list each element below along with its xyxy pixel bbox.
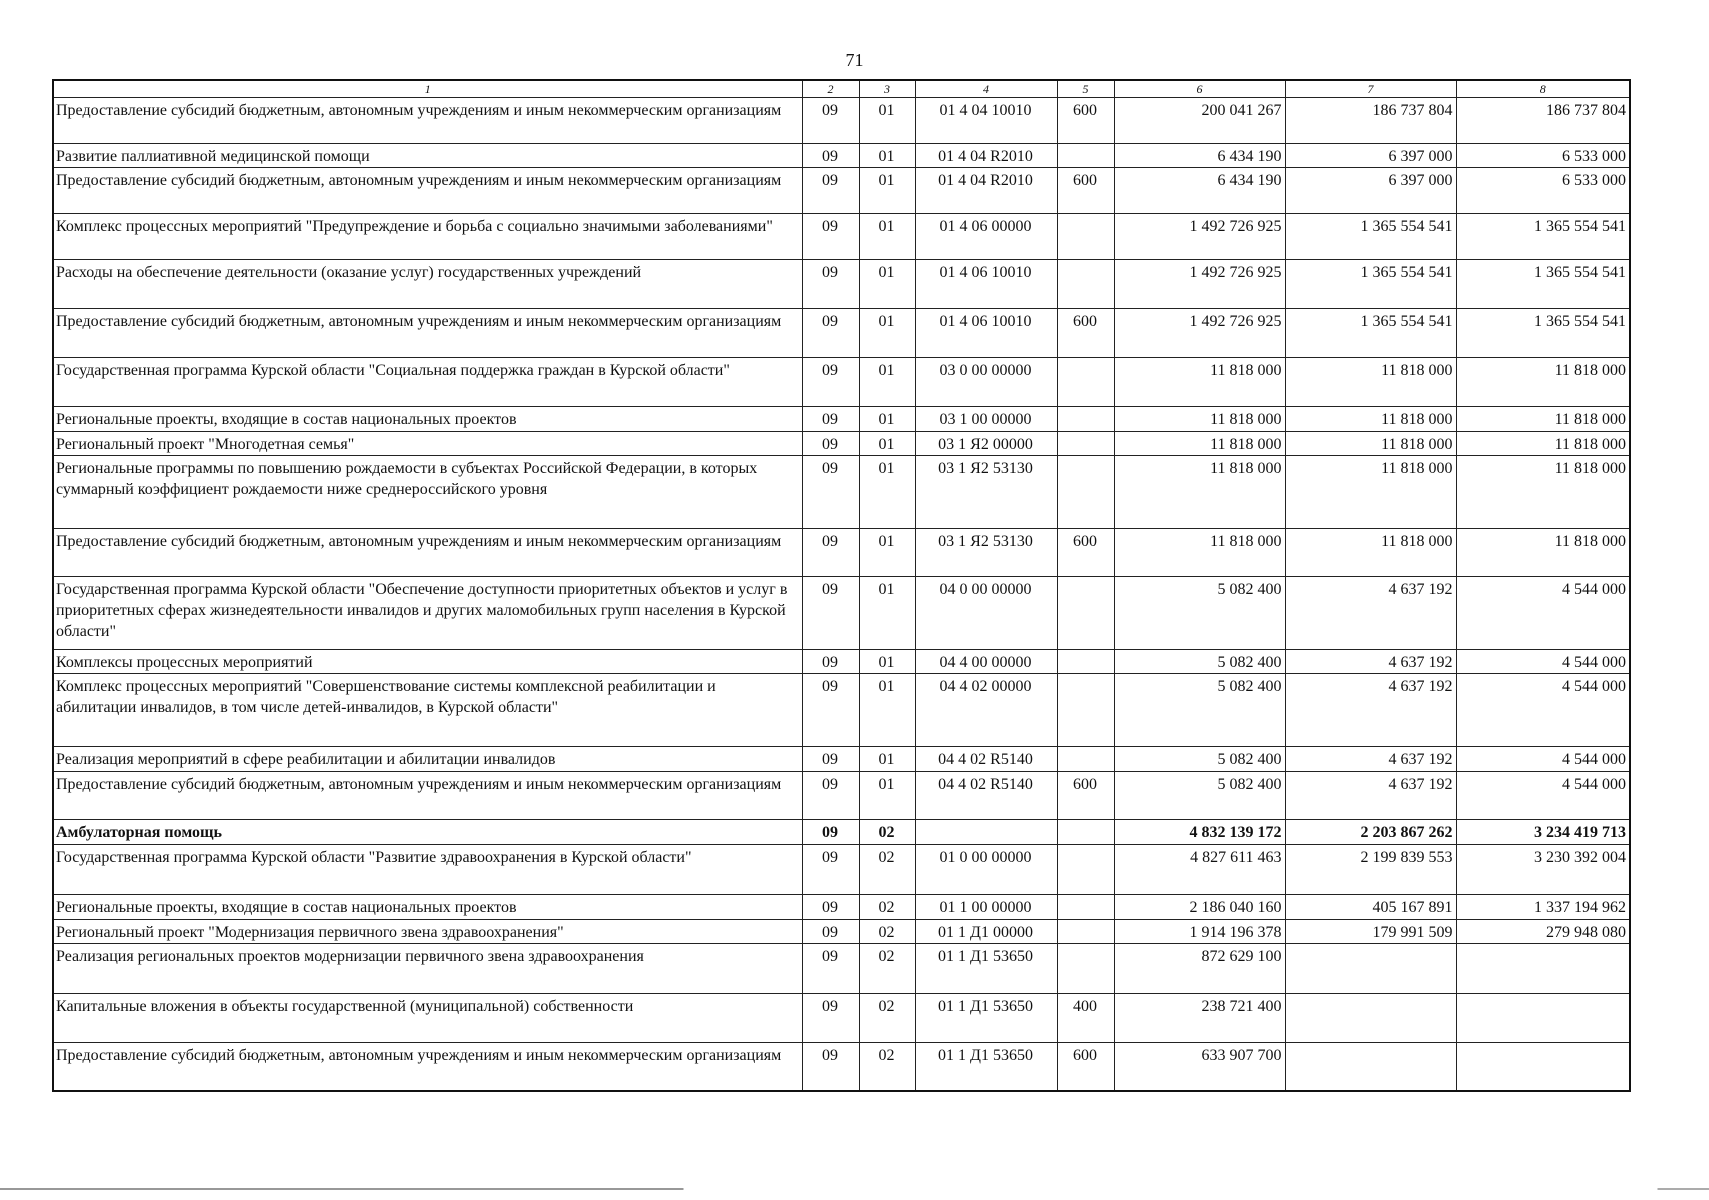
- section-code-cell: 09: [802, 944, 859, 994]
- table-row: [53, 358, 1630, 407]
- amount-col8-cell: 1 337 194 962: [1456, 895, 1630, 920]
- section-code-cell: 09: [802, 358, 859, 407]
- target-item-cell: 03 1 Я2 53130: [915, 529, 1057, 577]
- amount-col6-cell: 1 914 196 378: [1114, 920, 1285, 944]
- amount-col7-cell: 405 167 891: [1285, 895, 1456, 920]
- target-item-cell: 01 4 04 R2010: [915, 168, 1057, 214]
- section-code-cell: 09: [802, 214, 859, 260]
- expense-type-cell: [1057, 895, 1114, 920]
- target-item-cell: 01 4 04 10010: [915, 98, 1057, 144]
- amount-col6-cell: 11 818 000: [1114, 529, 1285, 577]
- row-name-cell: Расходы на обеспечение деятельности (оказание услуг) государственных учреждений: [53, 260, 802, 309]
- table-row: [53, 98, 1630, 144]
- column-header: 1: [53, 80, 802, 98]
- amount-col8-cell: 11 818 000: [1456, 407, 1630, 432]
- expense-type-cell: [1057, 920, 1114, 944]
- amount-col6-cell: 4 832 139 172: [1114, 820, 1285, 845]
- row-name-cell: Региональные программы по повышению рождаемости в субъектах Российской Федерации, в которых суммарный коэффициент рождаемости ниже среднероссийского уровня: [53, 456, 802, 529]
- subsection-code-cell: 01: [859, 456, 915, 529]
- amount-col7-cell: 1 365 554 541: [1285, 214, 1456, 260]
- expense-type-cell: 600: [1057, 1043, 1114, 1092]
- amount-col7-cell: 1 365 554 541: [1285, 309, 1456, 358]
- expense-type-cell: [1057, 845, 1114, 895]
- amount-col7-cell: [1285, 944, 1456, 994]
- table-row: [53, 168, 1630, 214]
- target-item-cell: 03 1 Я2 53130: [915, 456, 1057, 529]
- amount-col7-cell: [1285, 1043, 1456, 1092]
- amount-col8-cell: 4 544 000: [1456, 674, 1630, 747]
- table-row: [53, 820, 1630, 845]
- amount-col8-cell: 6 533 000: [1456, 168, 1630, 214]
- amount-col8-cell: 1 365 554 541: [1456, 214, 1630, 260]
- table-row: [53, 944, 1630, 994]
- expense-type-cell: [1057, 358, 1114, 407]
- subsection-code-cell: 01: [859, 650, 915, 674]
- row-name-cell: Предоставление субсидий бюджетным, автономным учреждениям и иным некоммерческим организациям: [53, 168, 802, 214]
- expense-type-cell: 600: [1057, 98, 1114, 144]
- target-item-cell: 04 4 02 R5140: [915, 747, 1057, 772]
- subsection-code-cell: 01: [859, 529, 915, 577]
- column-header: 5: [1057, 80, 1114, 98]
- row-name-cell: Предоставление субсидий бюджетным, автономным учреждениям и иным некоммерческим организациям: [53, 309, 802, 358]
- amount-col6-cell: 1 492 726 925: [1114, 214, 1285, 260]
- amount-col6-cell: 5 082 400: [1114, 577, 1285, 650]
- amount-col6-cell: 200 041 267: [1114, 98, 1285, 144]
- table-row: [53, 529, 1630, 577]
- amount-col6-cell: 872 629 100: [1114, 944, 1285, 994]
- target-item-cell: 04 0 00 00000: [915, 577, 1057, 650]
- amount-col7-cell: 4 637 192: [1285, 772, 1456, 820]
- scan-edge-line: [0, 1188, 1709, 1190]
- amount-col7-cell: 11 818 000: [1285, 529, 1456, 577]
- table-row: [53, 650, 1630, 674]
- table-row: [53, 144, 1630, 168]
- target-item-cell: 04 4 00 00000: [915, 650, 1057, 674]
- amount-col7-cell: 11 818 000: [1285, 456, 1456, 529]
- table-row: [53, 772, 1630, 820]
- table-row: [53, 407, 1630, 432]
- target-item-cell: 03 1 00 00000: [915, 407, 1057, 432]
- column-header: 2: [802, 80, 859, 98]
- target-item-cell: 01 4 06 10010: [915, 309, 1057, 358]
- amount-col6-cell: 633 907 700: [1114, 1043, 1285, 1092]
- section-code-cell: 09: [802, 577, 859, 650]
- expense-type-cell: [1057, 214, 1114, 260]
- target-item-cell: 01 0 00 00000: [915, 845, 1057, 895]
- expense-type-cell: 600: [1057, 529, 1114, 577]
- row-name-cell: Предоставление субсидий бюджетным, автономным учреждениям и иным некоммерческим организациям: [53, 1043, 802, 1092]
- subsection-code-cell: 01: [859, 577, 915, 650]
- amount-col8-cell: [1456, 1043, 1630, 1092]
- amount-col8-cell: 1 365 554 541: [1456, 260, 1630, 309]
- subsection-code-cell: 01: [859, 432, 915, 456]
- target-item-cell: 01 1 Д1 53650: [915, 994, 1057, 1043]
- amount-col6-cell: 4 827 611 463: [1114, 845, 1285, 895]
- row-name-cell: Реализация региональных проектов модернизации первичного звена здравоохранения: [53, 944, 802, 994]
- amount-col8-cell: 279 948 080: [1456, 920, 1630, 944]
- target-item-cell: 01 4 04 R2010: [915, 144, 1057, 168]
- section-code-cell: 09: [802, 456, 859, 529]
- amount-col8-cell: 11 818 000: [1456, 432, 1630, 456]
- amount-col7-cell: 11 818 000: [1285, 432, 1456, 456]
- target-item-cell: [915, 820, 1057, 845]
- column-number-row: [53, 80, 1630, 98]
- expense-type-cell: [1057, 407, 1114, 432]
- page-number: 71: [845, 50, 864, 70]
- table-row: [53, 577, 1630, 650]
- target-item-cell: 03 0 00 00000: [915, 358, 1057, 407]
- subsection-code-cell: 02: [859, 820, 915, 845]
- table-row: [53, 456, 1630, 529]
- amount-col6-cell: 6 434 190: [1114, 168, 1285, 214]
- amount-col6-cell: 6 434 190: [1114, 144, 1285, 168]
- amount-col7-cell: 2 203 867 262: [1285, 820, 1456, 845]
- amount-col6-cell: 5 082 400: [1114, 650, 1285, 674]
- row-name-cell: Комплексы процессных мероприятий: [53, 650, 802, 674]
- amount-col6-cell: 5 082 400: [1114, 772, 1285, 820]
- subsection-code-cell: 01: [859, 407, 915, 432]
- amount-col8-cell: 3 234 419 713: [1456, 820, 1630, 845]
- table-row: [53, 747, 1630, 772]
- row-name-cell: Региональные проекты, входящие в состав национальных проектов: [53, 407, 802, 432]
- row-name-cell: Предоставление субсидий бюджетным, автономным учреждениям и иным некоммерческим организациям: [53, 772, 802, 820]
- row-name-cell: Капитальные вложения в объекты государственной (муниципальной) собственности: [53, 994, 802, 1043]
- row-name-cell: Развитие паллиативной медицинской помощи: [53, 144, 802, 168]
- column-header: 4: [915, 80, 1057, 98]
- row-name-cell: Реализация мероприятий в сфере реабилитации и абилитации инвалидов: [53, 747, 802, 772]
- amount-col8-cell: 3 230 392 004: [1456, 845, 1630, 895]
- row-name-cell: Государственная программа Курской области "Социальная поддержка граждан в Курской области": [53, 358, 802, 407]
- amount-col6-cell: 1 492 726 925: [1114, 309, 1285, 358]
- target-item-cell: 01 4 06 00000: [915, 214, 1057, 260]
- section-code-cell: 09: [802, 168, 859, 214]
- amount-col6-cell: 238 721 400: [1114, 994, 1285, 1043]
- amount-col7-cell: 179 991 509: [1285, 920, 1456, 944]
- table-row: [53, 895, 1630, 920]
- amount-col7-cell: 6 397 000: [1285, 168, 1456, 214]
- row-name-cell: Региональные проекты, входящие в состав национальных проектов: [53, 895, 802, 920]
- table-row: [53, 920, 1630, 944]
- target-item-cell: 01 4 06 10010: [915, 260, 1057, 309]
- amount-col7-cell: 2 199 839 553: [1285, 845, 1456, 895]
- amount-col7-cell: 1 365 554 541: [1285, 260, 1456, 309]
- amount-col8-cell: 11 818 000: [1456, 358, 1630, 407]
- section-code-cell: 09: [802, 309, 859, 358]
- expense-type-cell: 600: [1057, 309, 1114, 358]
- subsection-code-cell: 01: [859, 214, 915, 260]
- section-code-cell: 09: [802, 895, 859, 920]
- subsection-code-cell: 01: [859, 260, 915, 309]
- target-item-cell: 01 1 00 00000: [915, 895, 1057, 920]
- expense-type-cell: [1057, 674, 1114, 747]
- amount-col6-cell: 11 818 000: [1114, 407, 1285, 432]
- section-code-cell: 09: [802, 650, 859, 674]
- amount-col7-cell: 4 637 192: [1285, 674, 1456, 747]
- expense-type-cell: [1057, 260, 1114, 309]
- expense-type-cell: [1057, 432, 1114, 456]
- subsection-code-cell: 01: [859, 747, 915, 772]
- expense-type-cell: [1057, 456, 1114, 529]
- subsection-code-cell: 01: [859, 144, 915, 168]
- section-code-cell: 09: [802, 674, 859, 747]
- subsection-code-cell: 01: [859, 772, 915, 820]
- amount-col7-cell: [1285, 994, 1456, 1043]
- amount-col8-cell: 6 533 000: [1456, 144, 1630, 168]
- section-code-cell: 09: [802, 747, 859, 772]
- expense-type-cell: [1057, 650, 1114, 674]
- target-item-cell: 04 4 02 R5140: [915, 772, 1057, 820]
- row-name-cell: Государственная программа Курской области "Развитие здравоохранения в Курской области": [53, 845, 802, 895]
- subsection-code-cell: 02: [859, 944, 915, 994]
- subsection-code-cell: 02: [859, 1043, 915, 1092]
- row-name-cell: Региональный проект "Модернизация первичного звена здравоохранения": [53, 920, 802, 944]
- section-code-cell: 09: [802, 432, 859, 456]
- amount-col8-cell: 4 544 000: [1456, 772, 1630, 820]
- table-row: [53, 845, 1630, 895]
- subsection-code-cell: 01: [859, 309, 915, 358]
- expense-type-cell: [1057, 944, 1114, 994]
- amount-col6-cell: 5 082 400: [1114, 674, 1285, 747]
- amount-col6-cell: 11 818 000: [1114, 358, 1285, 407]
- table-row: [53, 260, 1630, 309]
- amount-col6-cell: 5 082 400: [1114, 747, 1285, 772]
- expense-type-cell: 400: [1057, 994, 1114, 1043]
- amount-col7-cell: 11 818 000: [1285, 407, 1456, 432]
- amount-col8-cell: 4 544 000: [1456, 650, 1630, 674]
- table-row: [53, 214, 1630, 260]
- subsection-code-cell: 02: [859, 845, 915, 895]
- section-code-cell: 09: [802, 994, 859, 1043]
- amount-col8-cell: 11 818 000: [1456, 456, 1630, 529]
- amount-col8-cell: 1 365 554 541: [1456, 309, 1630, 358]
- row-name-cell: Государственная программа Курской области "Обеспечение доступности приоритетных объектов и услуг в приоритетных сферах жизнедеятельности инвалидов и других маломобильных групп населения в Курской области": [53, 577, 802, 650]
- section-code-cell: 09: [802, 260, 859, 309]
- table-row: [53, 674, 1630, 747]
- expense-type-cell: [1057, 577, 1114, 650]
- row-name-cell: Комплекс процессных мероприятий "Предупреждение и борьба с социально значимыми заболеваниями": [53, 214, 802, 260]
- amount-col7-cell: 6 397 000: [1285, 144, 1456, 168]
- expense-type-cell: [1057, 747, 1114, 772]
- subsection-code-cell: 02: [859, 920, 915, 944]
- subsection-code-cell: 01: [859, 674, 915, 747]
- section-code-cell: 09: [802, 920, 859, 944]
- section-code-cell: 09: [802, 407, 859, 432]
- amount-col7-cell: 186 737 804: [1285, 98, 1456, 144]
- section-code-cell: 09: [802, 529, 859, 577]
- column-header: 3: [859, 80, 915, 98]
- expense-type-cell: 600: [1057, 772, 1114, 820]
- table-row: [53, 994, 1630, 1043]
- row-name-cell: Предоставление субсидий бюджетным, автономным учреждениям и иным некоммерческим организациям: [53, 529, 802, 577]
- amount-col7-cell: 11 818 000: [1285, 358, 1456, 407]
- subsection-code-cell: 01: [859, 358, 915, 407]
- column-header: 7: [1285, 80, 1456, 98]
- amount-col6-cell: 11 818 000: [1114, 432, 1285, 456]
- amount-col7-cell: 4 637 192: [1285, 577, 1456, 650]
- section-code-cell: 09: [802, 820, 859, 845]
- amount-col7-cell: 4 637 192: [1285, 650, 1456, 674]
- section-code-cell: 09: [802, 1043, 859, 1092]
- subsection-code-cell: 02: [859, 895, 915, 920]
- amount-col8-cell: 11 818 000: [1456, 529, 1630, 577]
- table-row: [53, 1043, 1630, 1092]
- amount-col7-cell: 4 637 192: [1285, 747, 1456, 772]
- amount-col6-cell: 2 186 040 160: [1114, 895, 1285, 920]
- column-header: 6: [1114, 80, 1285, 98]
- target-item-cell: 01 1 Д1 53650: [915, 1043, 1057, 1092]
- expense-type-cell: 600: [1057, 168, 1114, 214]
- subsection-code-cell: 01: [859, 98, 915, 144]
- budget-table: [52, 79, 1631, 1092]
- target-item-cell: 01 1 Д1 00000: [915, 920, 1057, 944]
- column-header: 8: [1456, 80, 1630, 98]
- expense-type-cell: [1057, 820, 1114, 845]
- row-name-cell: Региональный проект "Многодетная семья": [53, 432, 802, 456]
- amount-col6-cell: 11 818 000: [1114, 456, 1285, 529]
- amount-col6-cell: 1 492 726 925: [1114, 260, 1285, 309]
- section-code-cell: 09: [802, 98, 859, 144]
- section-code-cell: 09: [802, 845, 859, 895]
- subsection-code-cell: 02: [859, 994, 915, 1043]
- target-item-cell: 03 1 Я2 00000: [915, 432, 1057, 456]
- amount-col8-cell: [1456, 944, 1630, 994]
- amount-col8-cell: 4 544 000: [1456, 747, 1630, 772]
- row-name-cell: Комплекс процессных мероприятий "Совершенствование системы комплексной реабилитации и абилитации инвалидов, в том числе детей-инвалидов, в Курской области": [53, 674, 802, 747]
- row-name-cell: Предоставление субсидий бюджетным, автономным учреждениям и иным некоммерческим организациям: [53, 98, 802, 144]
- expense-type-cell: [1057, 144, 1114, 168]
- section-code-cell: 09: [802, 772, 859, 820]
- target-item-cell: 04 4 02 00000: [915, 674, 1057, 747]
- subsection-code-cell: 01: [859, 168, 915, 214]
- amount-col8-cell: 186 737 804: [1456, 98, 1630, 144]
- section-code-cell: 09: [802, 144, 859, 168]
- row-name-cell: Амбулаторная помощь: [53, 820, 802, 845]
- table-row: [53, 309, 1630, 358]
- table-row: [53, 432, 1630, 456]
- amount-col8-cell: 4 544 000: [1456, 577, 1630, 650]
- target-item-cell: 01 1 Д1 53650: [915, 944, 1057, 994]
- amount-col8-cell: [1456, 994, 1630, 1043]
